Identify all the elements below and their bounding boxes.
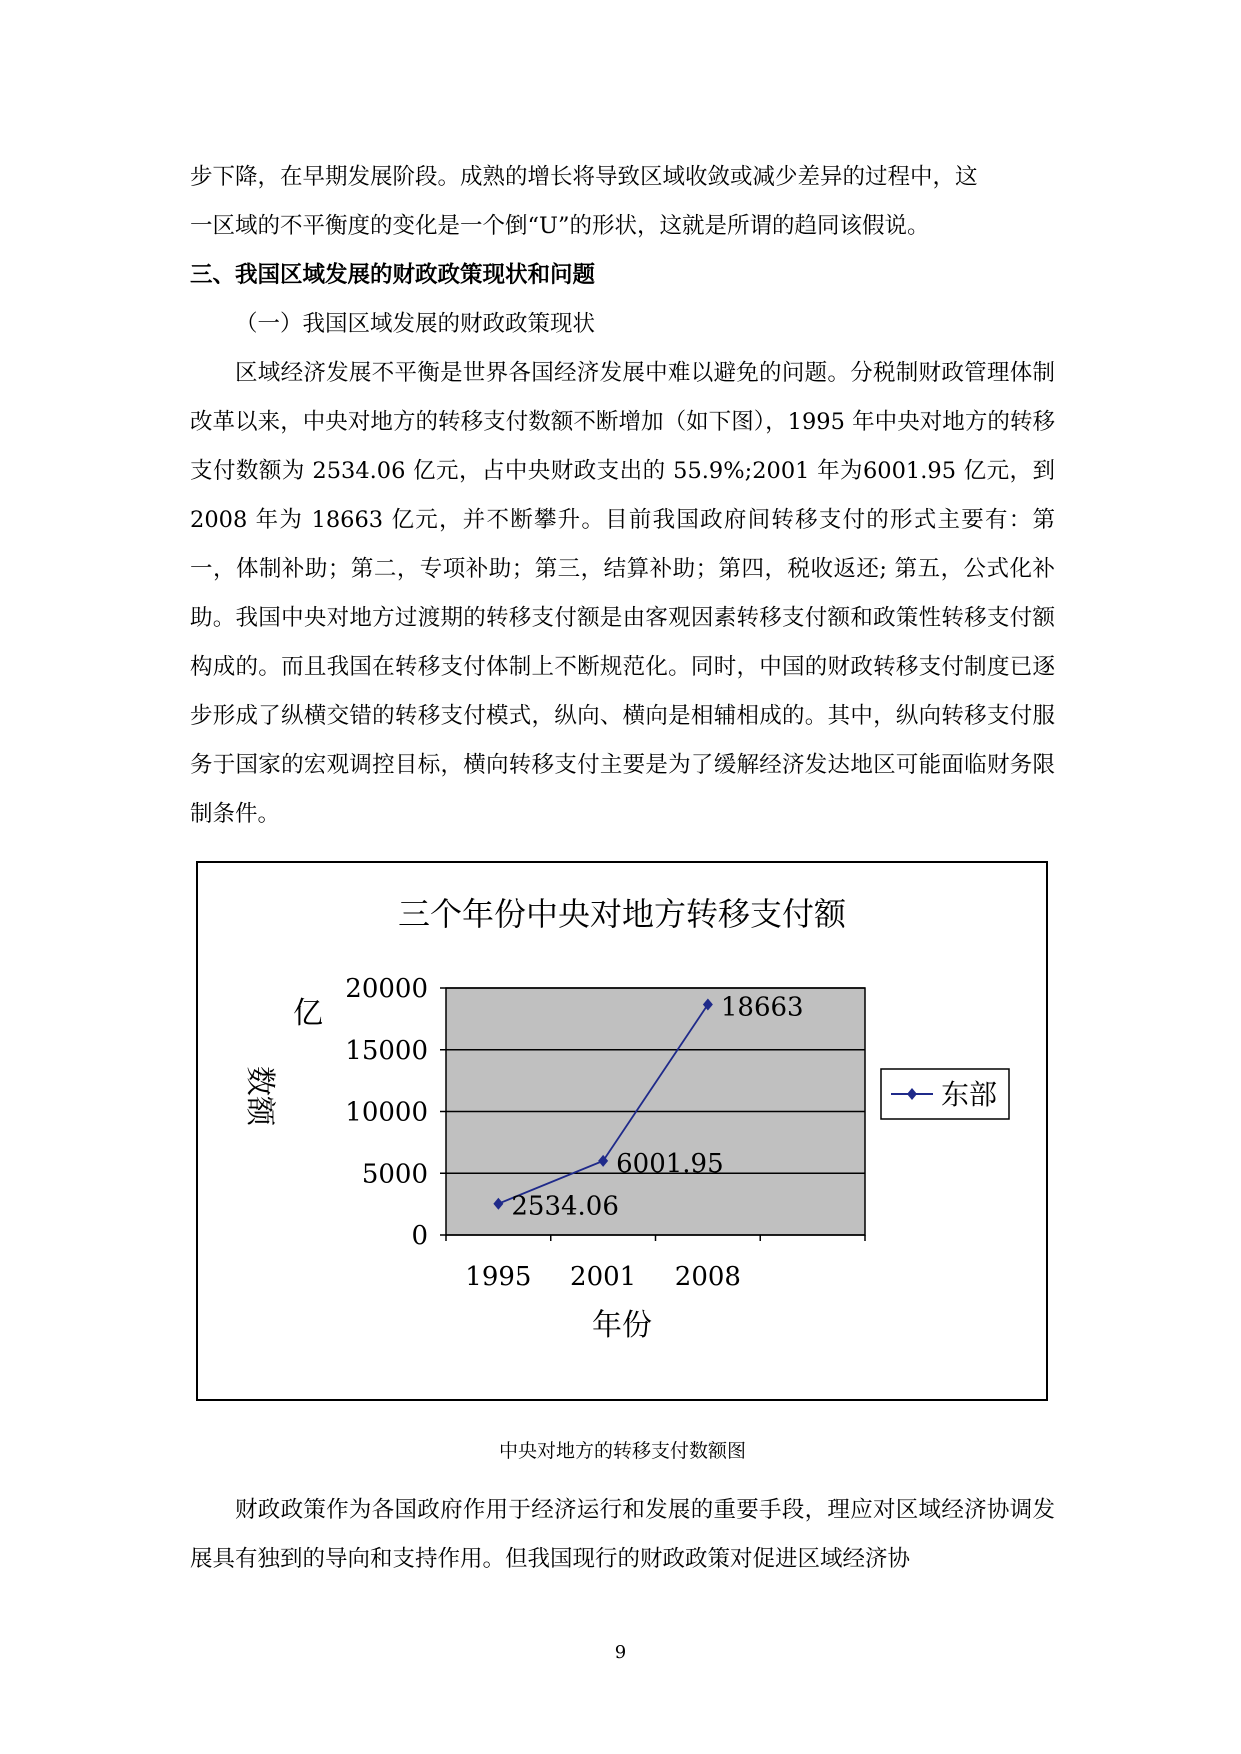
paragraph-line-1: 步下降，在早期发展阶段。成熟的增长将导致区域收敛或减少差异的过程中，这 — [190, 164, 978, 190]
paragraph-line-2: 一区域的不平衡度的变化是一个倒“U”的形状，这就是所谓的趋同该假说。 — [190, 213, 930, 239]
body-paragraph: 区域经济发展不平衡是世界各国经济发展中难以避免的问题。分税制财政管理体制改革以来，中央对地方的转移支付数额不断增加（如下图），1995 年中央对地方的转移支付数额为 2534.06 亿元，占中央财政支出的 55.9%;2001 年为6001.95 亿元，到 2008 年为 18663 亿元，并不断攀升。目前我国政府间转移支付的形式主要有：第一，体制补助；第二，专项补助；第三，结算补助；第四，税收返还; 第五，公式化补助。我国中央对地方过渡期的转移支付额是由客观因素转移支付额和政策性转移支付额构成的。而且我国在转移支付体制上不断规范化。同时，中国的财政转移支付制度已逐步形成了纵横交错的转移支付模式，纵向、横向是相辅相成的。其中，纵向转移支付服务于国家的宏观调控目标，横向转移支付主要是为了缓解经济发达地区可能面临财务限制条件。 — [190, 360, 1055, 827]
y-tick-label: 5000 — [361, 1159, 428, 1190]
data-label: 18663 — [720, 992, 804, 1023]
y-tick-label: 10000 — [345, 1097, 428, 1128]
section-heading: 三、我国区域发展的财政政策现状和问题 — [190, 262, 596, 288]
line-chart — [198, 863, 1046, 1399]
page-number: 9 — [614, 1642, 627, 1663]
x-axis-title: 年份 — [592, 1308, 652, 1343]
data-label: 2534.06 — [511, 1191, 619, 1222]
y-tick-label: 0 — [411, 1221, 428, 1251]
bottom-paragraph: 财政政策作为各国政府作用于经济运行和发展的重要手段，理应对区域经济协调发展具有独到的导向和支持作用。但我国现行的财政政策对促进区域经济协 — [190, 1497, 1055, 1572]
figure-caption: 中央对地方的转移支付数额图 — [498, 1440, 746, 1462]
x-tick-label: 1995 — [465, 1262, 532, 1292]
x-tick-label: 2001 — [570, 1262, 637, 1292]
y-axis-unit: 亿 — [293, 996, 323, 1031]
chart-frame — [196, 861, 1048, 1401]
bottom-paragraph-block — [190, 1486, 1055, 1584]
top-paragraph — [190, 153, 1055, 839]
y-tick-label: 15000 — [345, 1035, 428, 1066]
chart-title: 三个年份中央对地方转移支付额 — [397, 895, 847, 933]
legend-label: 东部 — [941, 1078, 998, 1111]
x-tick-label: 2008 — [674, 1262, 741, 1292]
data-label: 6001.95 — [616, 1148, 724, 1179]
y-axis-title: 数额 — [242, 1066, 277, 1126]
y-tick-label: 20000 — [345, 974, 428, 1004]
subsection-heading: （一）我国区域发展的财政政策现状 — [235, 311, 596, 337]
